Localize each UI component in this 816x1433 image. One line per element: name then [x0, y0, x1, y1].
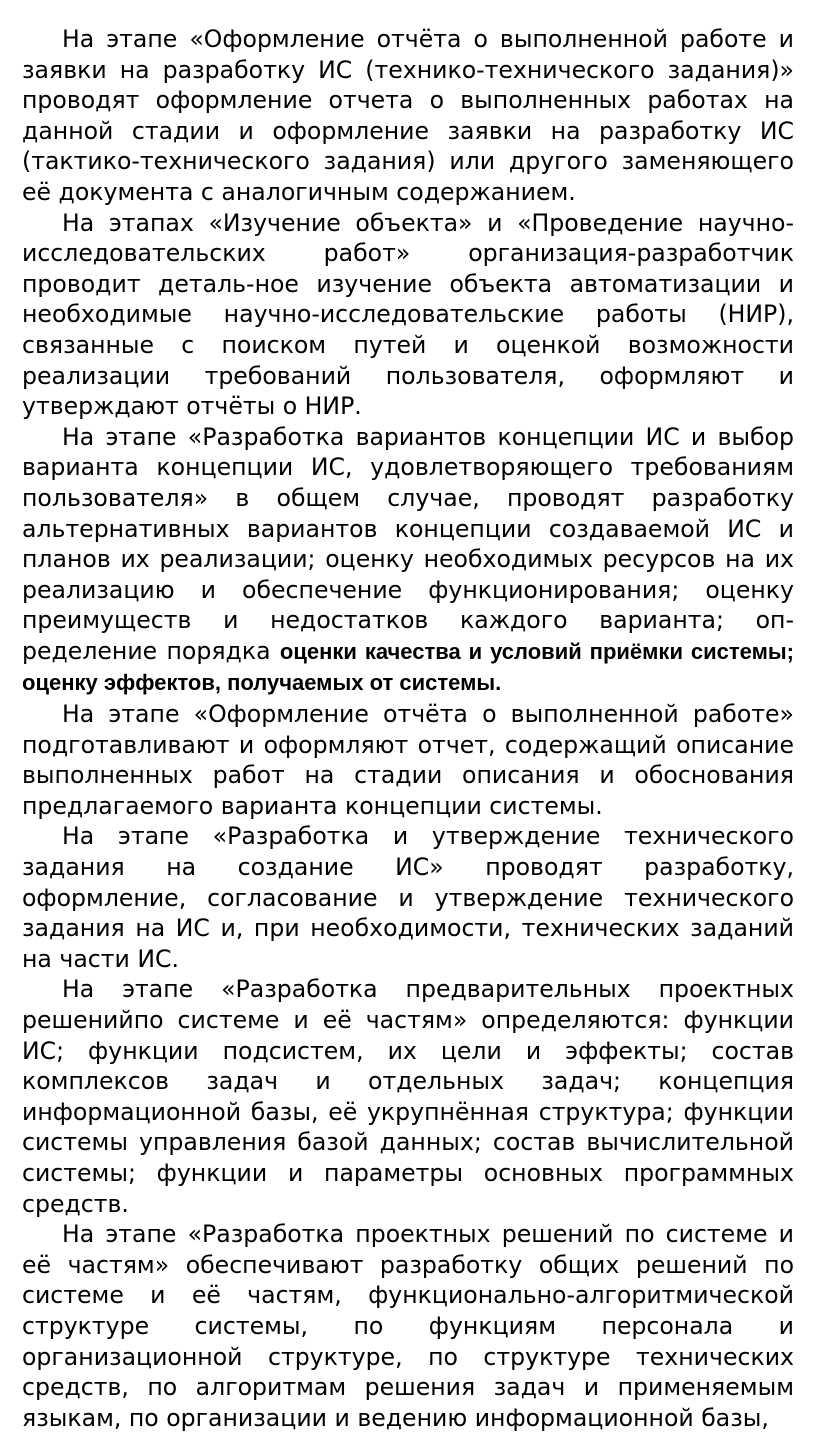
- paragraph-design-solutions: [22, 1219, 794, 1433]
- paragraph-report-preparation: [22, 699, 794, 821]
- paragraph-text: На этапе «Разработка вариантов концепции ИС и выбор варианта концепции ИС, удовлетворяющего требованиям пользователя» в общем случае, проводят разработку альтернативных вариантов концепции создаваемой ИС и планов их реализации; оценку необходимых ресурсов на их реализацию и обеспечение функционирования; оценку преимуществ и недостатков каждого варианта; определение порядка: [22, 422, 794, 665]
- paragraph-text: На этапе «Разработка проектных решений по системе и её частям» обеспечивают разработку общих решений по системе и её частям, функционально-алгоритмической структуре системы, по функциям персонала и организационной структуре, по структуре технических средств, по алгоритмам решения задач и применяемым языкам, по организации и ведению информационной базы,: [22, 1220, 794, 1432]
- paragraph-text: На этапе «Разработка и утверждение технического задания на создание ИС» проводят разработку, оформление, согласование и утверждение технического задания на ИС и, при необходимости, технических заданий на части ИС.: [22, 822, 794, 973]
- paragraph-preliminary-design: [22, 974, 794, 1219]
- paragraph-text: На этапе «Разработка предварительных проектных решенийпо системе и её частям» определяются: функции ИС; функции подсистем, их цели и эффекты; состав комплексов задач и отдельных задач; концепция информационной базы, её укрупнённая структура; функции системы управления базой данных; состав вычислительной системы; функции и параметры основных программных средств.: [22, 975, 794, 1218]
- paragraph-text: На этапе «Оформление отчёта о выполненной работе и заявки на разработку ИС (технико-технического задания)» проводят оформление отчета о выполненных работах на данной стадии и оформление заявки на разработку ИС (тактико-технического задания) или другого заменяющего её документа с аналогичным содержанием.: [22, 25, 794, 206]
- paragraph-text: На этапах «Изучение объекта» и «Проведение научно-исследовательских работ» организация-разработчик проводит деталь-ное изучение объекта автоматизации и необходимые научно-исследовательские работы (НИР), связанные с поиском путей и оценкой возможности реализации требований пользователя, оформляют и утверждают отчёты о НИР.: [22, 208, 794, 421]
- paragraph-object-study: [22, 208, 794, 422]
- paragraph-bold-text: оценки качества и условий приёмки системы; оценку эффектов, получаемых от системы.: [22, 638, 794, 696]
- paragraph-report-and-application: [22, 24, 794, 208]
- paragraph-text: На этапе «Оформление отчёта о выполненной работе» подготавливают и оформляют отчет, содержащий описание выполненных работ на стадии описания и обоснования предлагаемого варианта концепции системы.: [22, 700, 794, 820]
- paragraph-technical-specification: [22, 821, 794, 974]
- paragraph-concept-variants: [22, 422, 794, 699]
